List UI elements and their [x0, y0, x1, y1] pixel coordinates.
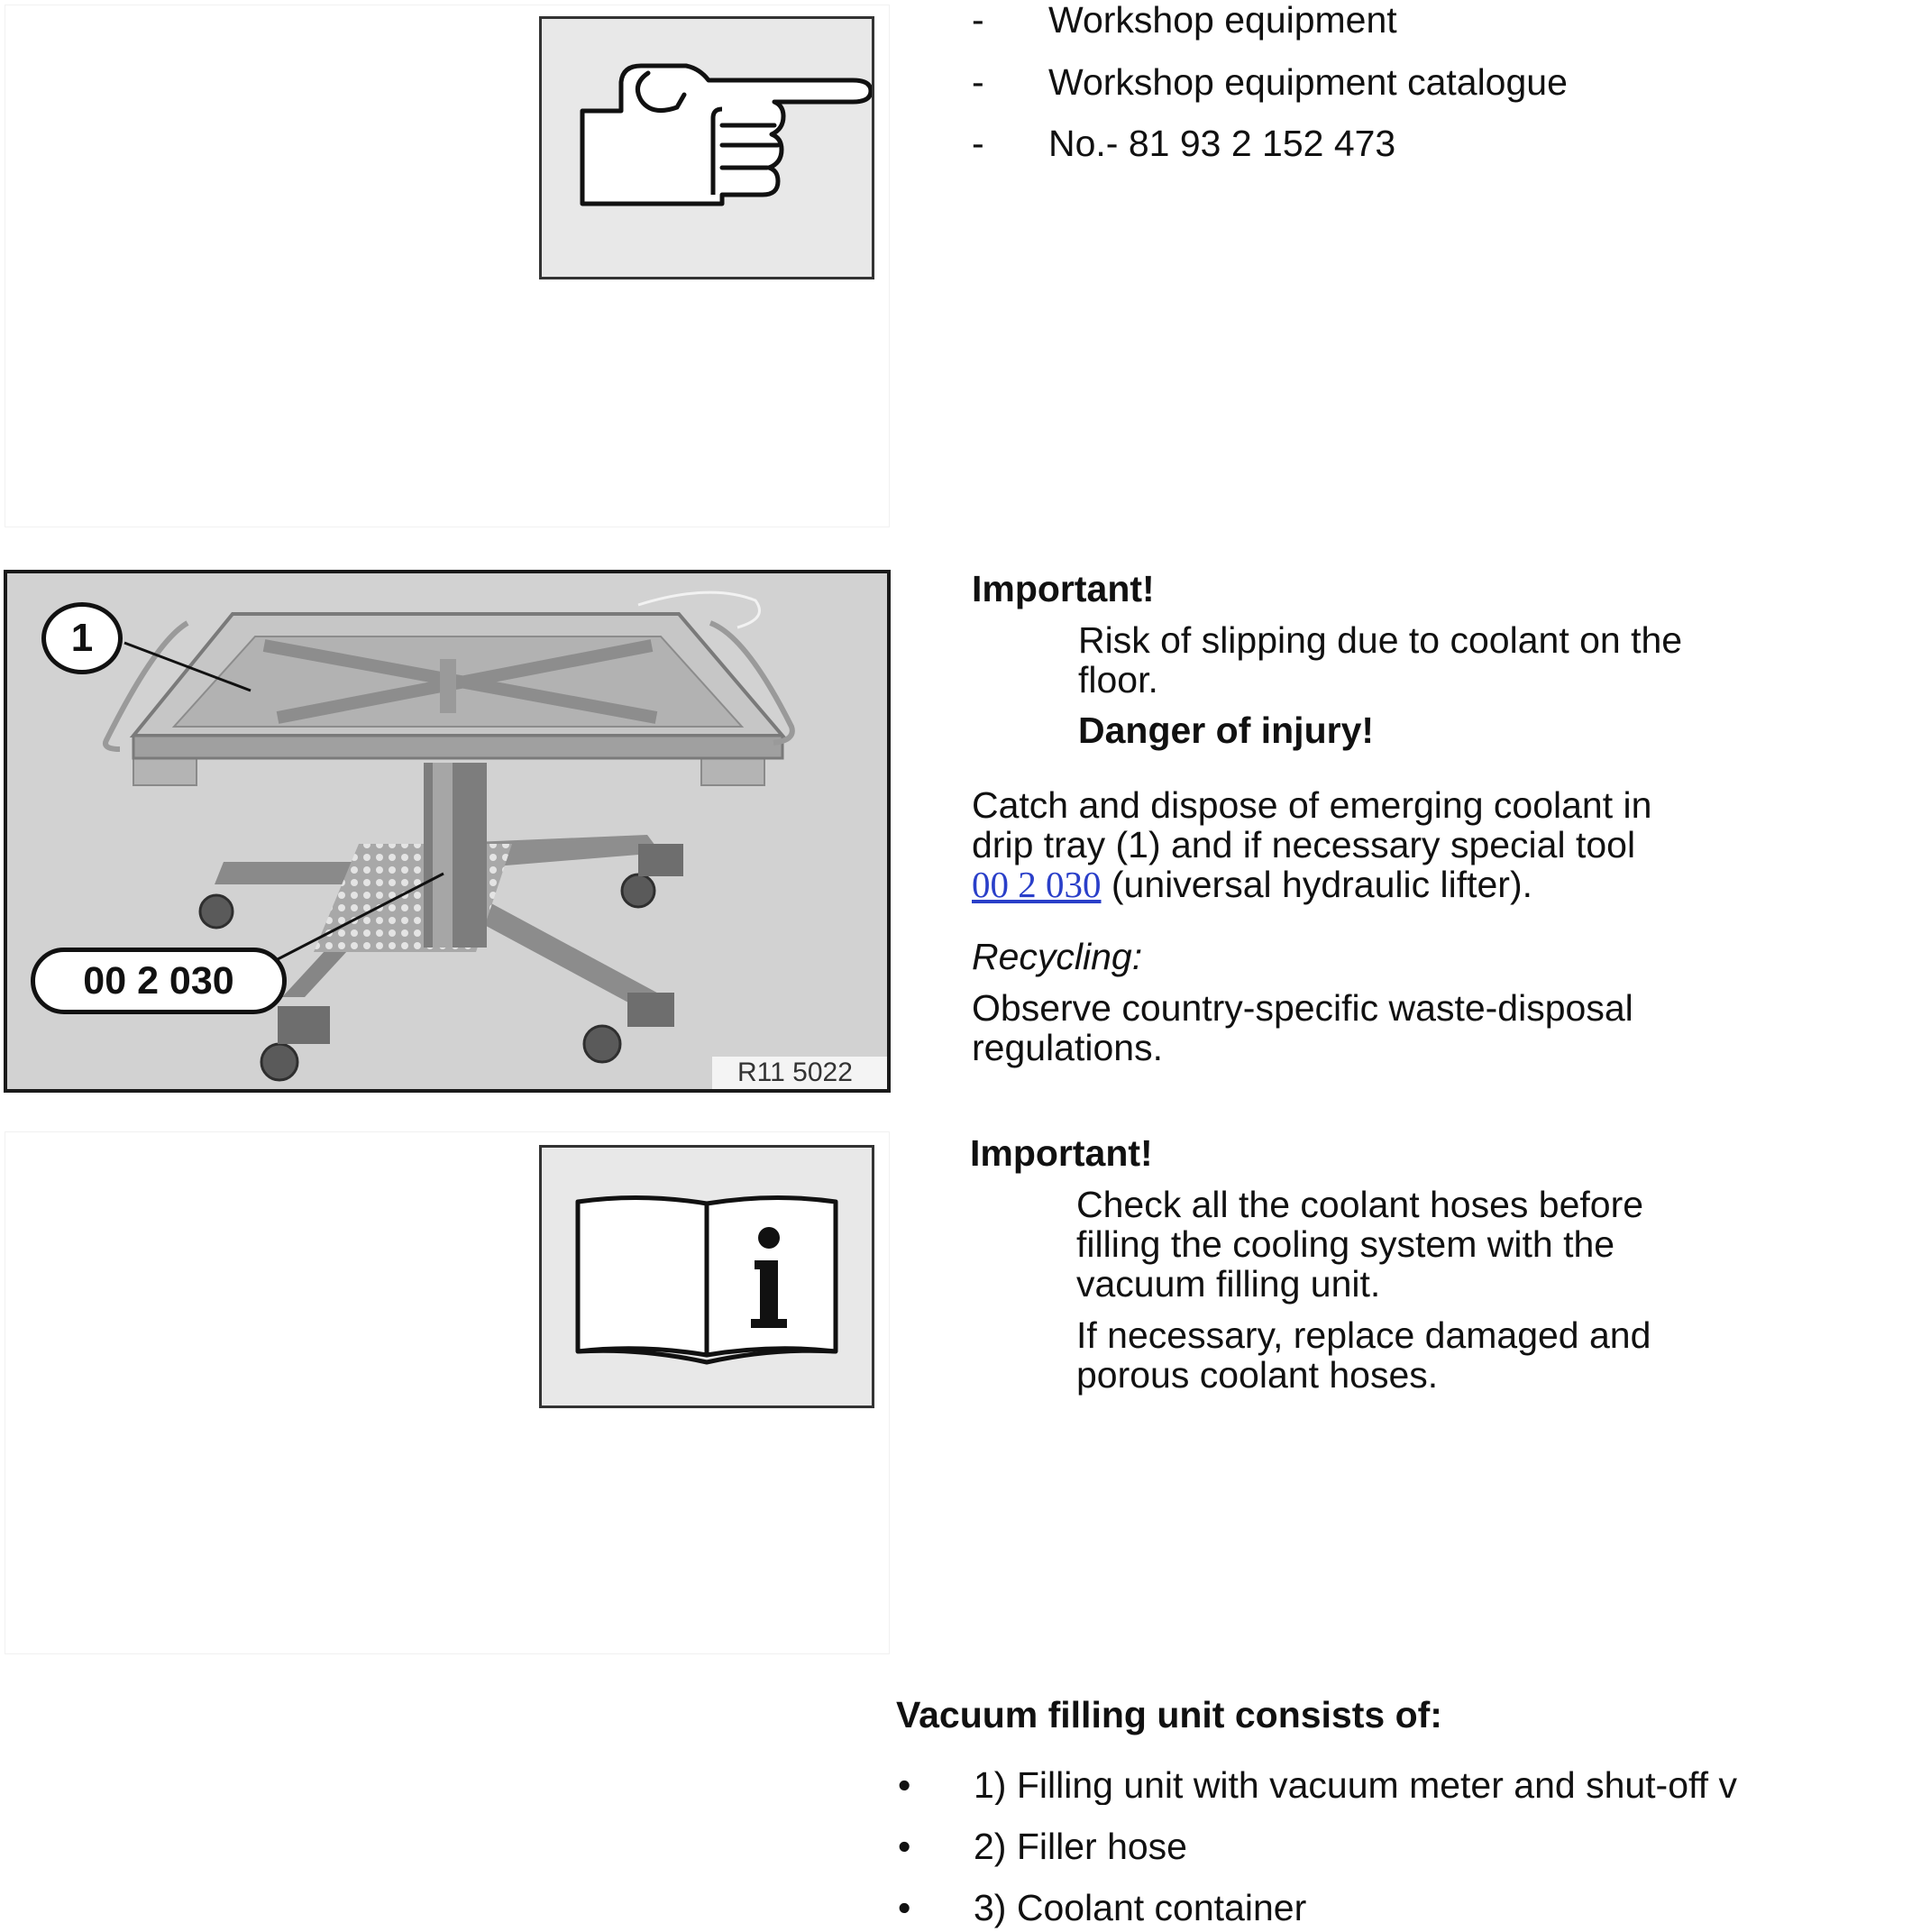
component-filling-unit: 1) Filling unit with vacuum meter and shut-off v — [974, 1765, 1737, 1805]
info-book-icon — [542, 1148, 872, 1406]
component-coolant-container: 3) Coolant container — [974, 1887, 1307, 1928]
catch-text: Catch and dispose of emerging coolant in — [972, 784, 1652, 826]
special-tool-link[interactable]: 00 2 030 — [972, 864, 1102, 905]
replace-hoses-text: If necessary, replace damaged and — [1076, 1314, 1651, 1356]
check-hoses-text: Check all the coolant hoses before — [1076, 1184, 1644, 1225]
important-heading-hoses: Important! — [970, 1132, 1153, 1174]
observe-text-line-2: regulations. — [972, 1027, 1163, 1068]
danger-heading: Danger of injury! — [1078, 710, 1375, 751]
tool-callout-label: 00 2 030 — [83, 959, 234, 1003]
list-dash: - — [972, 0, 984, 41]
risk-text: Risk of slipping due to coolant on the — [1078, 619, 1683, 661]
list-item-catalogue: Workshop equipment catalogue — [1048, 61, 1568, 103]
list-item-part-number: No.- 81 93 2 152 473 — [1048, 123, 1396, 164]
check-hoses-text-line-3: vacuum filling unit. — [1076, 1263, 1381, 1305]
list-item-workshop-equipment: Workshop equipment — [1048, 0, 1397, 41]
catch-text-line-2: drip tray (1) and if necessary special tool — [972, 824, 1636, 865]
pointing-hand-icon — [542, 19, 872, 277]
list-dash: - — [972, 123, 984, 164]
drip-tray-figure — [4, 570, 891, 1093]
bullet: • — [898, 1764, 911, 1806]
bullet: • — [898, 1826, 911, 1867]
replace-hoses-text-line-2: porous coolant hoses. — [1076, 1354, 1439, 1396]
part-callout-label: 1 — [70, 616, 94, 660]
risk-text-continued: floor. — [1078, 659, 1158, 700]
component-filler-hose: 2) Filler hose — [974, 1826, 1187, 1867]
tool-callout-00-2-030 — [31, 948, 287, 1014]
observe-text: Observe country-specific waste-disposal — [972, 987, 1633, 1029]
info-icon-frame — [539, 1145, 874, 1408]
bullet: • — [898, 1887, 911, 1928]
note-icon-frame — [539, 16, 874, 279]
vacuum-unit-heading: Vacuum filling unit consists of: — [896, 1694, 1442, 1735]
catch-text-line-3 — [972, 865, 1532, 904]
check-hoses-text-line-2: filling the cooling system with the — [1076, 1223, 1615, 1265]
list-dash: - — [972, 61, 984, 103]
recycling-heading: Recycling: — [972, 936, 1143, 977]
lifter-description: (universal hydraulic lifter). — [1101, 864, 1532, 905]
part-callout-1 — [41, 602, 123, 674]
important-heading: Important! — [972, 568, 1155, 609]
figure-id: R11 5022 — [737, 1058, 853, 1087]
